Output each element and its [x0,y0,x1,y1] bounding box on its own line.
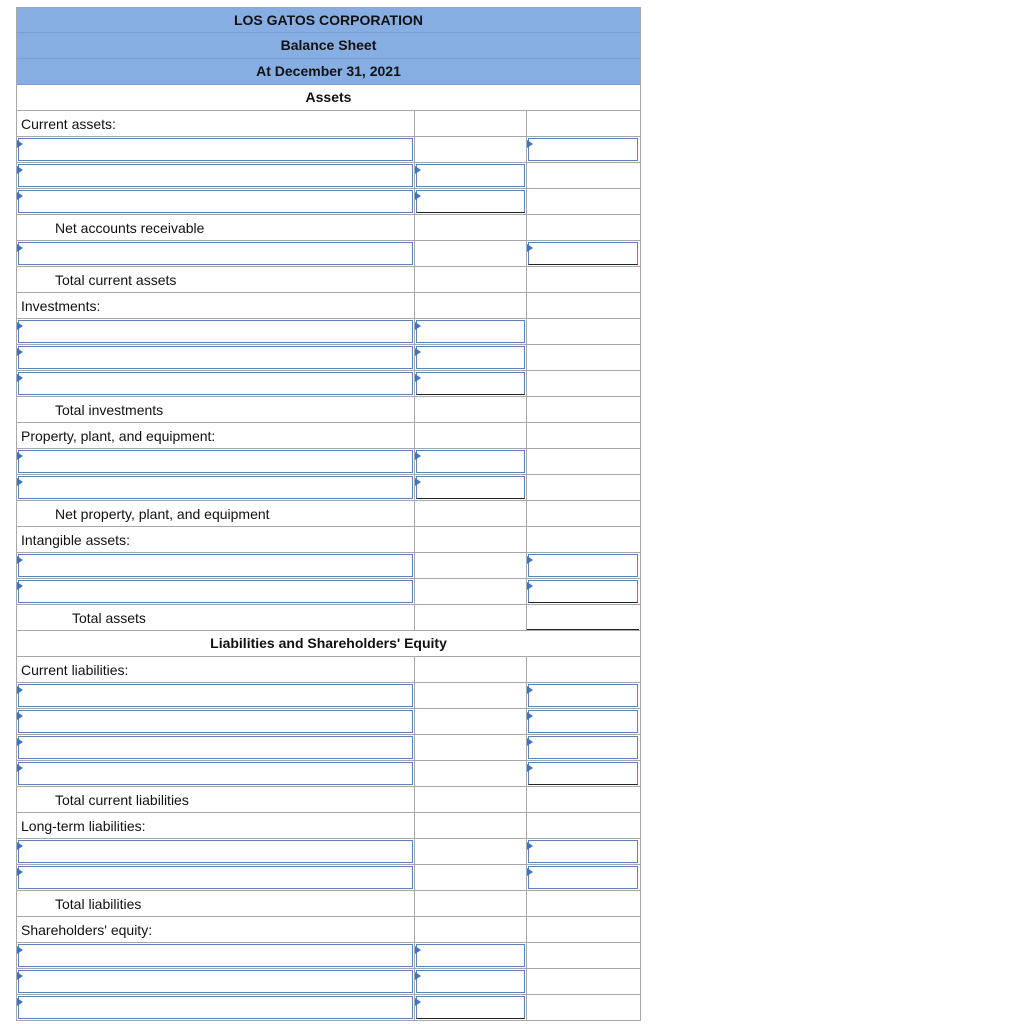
entry-row [17,761,640,787]
account-name-input[interactable] [18,736,413,759]
amount-detail-input[interactable] [416,476,525,499]
net-ppe-label: Net property, plant, and equipment [55,506,270,522]
amount-total-input[interactable] [528,866,638,889]
amount-detail-input[interactable] [416,970,525,993]
net-ar-label: Net accounts receivable [55,220,205,236]
account-name-input[interactable] [18,190,413,213]
total-current-liabilities-label: Total current liabilities [55,792,189,808]
amount-total-input[interactable] [528,762,638,785]
entry-row [17,319,640,345]
account-name-input[interactable] [18,450,413,473]
label-row [17,657,640,683]
label-row [17,501,640,527]
amount-detail-input[interactable] [416,346,525,369]
entry-row [17,449,640,475]
amount-detail-input[interactable] [416,944,525,967]
account-name-input[interactable] [18,164,413,187]
label-row [17,111,640,137]
account-name-input[interactable] [18,970,413,993]
label-row [17,423,640,449]
entry-row [17,943,640,969]
total-investments-label: Total investments [55,402,164,418]
entry-row [17,839,640,865]
entry-row [17,189,640,215]
label-row [17,215,640,241]
entry-row [17,345,640,371]
amount-total-input[interactable] [528,736,638,759]
account-name-input[interactable] [18,944,413,967]
total-liabilities-label: Total liabilities [55,896,142,912]
label-row [17,527,640,553]
company-name: LOS GATOS CORPORATION [233,12,423,28]
amount-total-input[interactable] [528,554,638,577]
amount-detail-input[interactable] [416,372,525,395]
label-row [17,813,640,839]
amount-detail-input[interactable] [416,996,525,1019]
long-term-liabilities-label: Long-term liabilities: [21,818,146,834]
label-row [17,787,640,813]
account-name-input[interactable] [18,710,413,733]
account-name-input[interactable] [18,476,413,499]
investments-label: Investments: [21,298,101,314]
entry-row [17,995,640,1021]
entry-row [17,475,640,501]
account-name-input[interactable] [18,138,413,161]
total-current-assets-label: Total current assets [55,272,177,288]
entry-row [17,683,640,709]
account-name-input[interactable] [18,684,413,707]
entry-row [17,735,640,761]
header-company-row [17,7,640,33]
account-name-input[interactable] [18,996,413,1019]
amount-detail-input[interactable] [416,320,525,343]
header-statement-row [17,33,640,59]
entry-row [17,865,640,891]
account-name-input[interactable] [18,840,413,863]
account-name-input[interactable] [18,762,413,785]
entry-row [17,163,640,189]
current-assets-label: Current assets: [21,116,116,132]
amount-detail-input[interactable] [416,190,525,213]
entry-row [17,969,640,995]
entry-row [17,709,640,735]
account-name-input[interactable] [18,866,413,889]
intangibles-label: Intangible assets: [21,532,130,548]
header-date-row [17,59,640,85]
section-assets-row [17,85,640,111]
account-name-input[interactable] [18,554,413,577]
amount-detail-input[interactable] [416,164,525,187]
amount-total-input[interactable] [528,138,638,161]
statement-date: At December 31, 2021 [256,63,401,79]
entry-row [17,553,640,579]
amount-detail-input[interactable] [416,450,525,473]
entry-row [17,137,640,163]
amount-total-input[interactable] [528,684,638,707]
total-assets-label: Total assets [72,610,146,626]
entry-row [17,241,640,267]
section-liabilities-row [17,631,640,657]
account-name-input[interactable] [18,346,413,369]
section-assets-title: Assets [305,89,352,105]
section-liabilities-title: Liabilities and Shareholders' Equity [210,635,447,651]
label-row [17,267,640,293]
amount-total-input[interactable] [528,242,638,265]
ppe-label: Property, plant, and equipment: [21,428,216,444]
shareholders-equity-label: Shareholders' equity: [21,922,153,938]
account-name-input[interactable] [18,242,413,265]
label-row [17,605,640,631]
total-assets-double-underline [527,605,639,630]
account-name-input[interactable] [18,372,413,395]
account-name-input[interactable] [18,580,413,603]
current-liabilities-label: Current liabilities: [21,662,129,678]
label-row [17,397,640,423]
account-name-input[interactable] [18,320,413,343]
entry-row [17,579,640,605]
amount-total-input[interactable] [528,710,638,733]
label-row [17,891,640,917]
label-row [17,293,640,319]
label-row [17,917,640,943]
amount-total-input[interactable] [528,840,638,863]
statement-title: Balance Sheet [280,37,377,53]
balance-sheet-table [16,7,641,1021]
amount-total-input[interactable] [528,580,638,603]
entry-row [17,371,640,397]
